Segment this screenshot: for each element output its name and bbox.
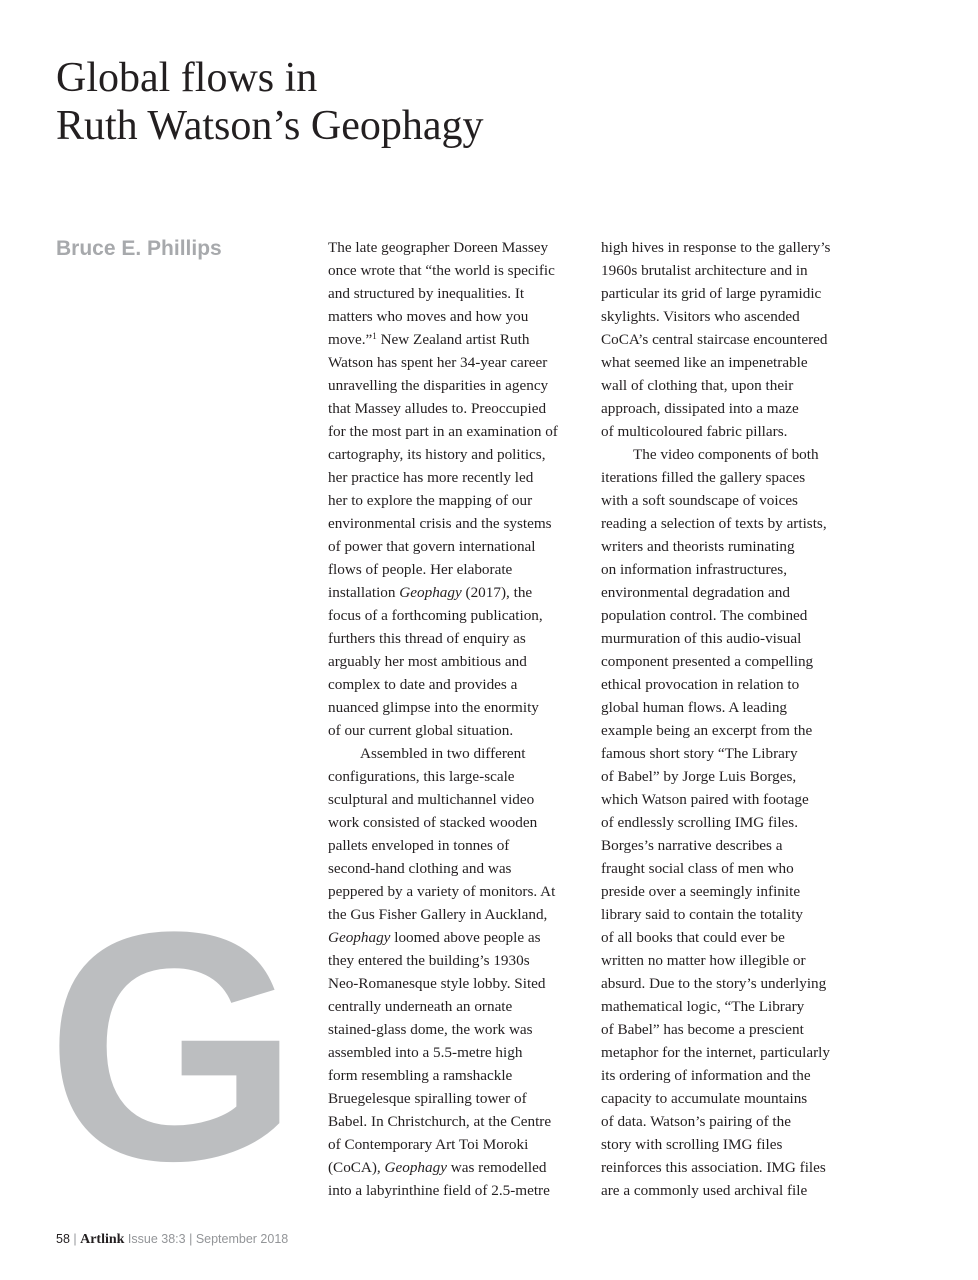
text-line: of data. Watson’s pairing of the: [601, 1113, 791, 1130]
text-line: matters who moves and how you: [328, 308, 529, 325]
text-line: component presented a compelling: [601, 653, 814, 670]
text-line: work consisted of stacked wooden: [328, 814, 538, 831]
text-run: was remodelled: [446, 1159, 547, 1176]
text-line: complex to date and provides a: [328, 676, 518, 693]
text-line: centrally underneath an ornate: [328, 998, 513, 1015]
page-number: 58: [56, 1232, 70, 1246]
title-line-1: Global flows in: [56, 55, 318, 101]
text-line: for the most part in an examination of: [328, 423, 558, 440]
paragraph: [328, 236, 590, 742]
text-line: peppered by a variety of monitors. At: [328, 883, 556, 900]
paragraph: [328, 742, 590, 1202]
text-line: of Babel” by Jorge Luis Borges,: [601, 768, 797, 785]
artwork-title: Geophagy: [384, 1159, 447, 1176]
text-line: example being an excerpt from the: [601, 722, 813, 739]
text-run: move.”: [328, 331, 373, 348]
title-line-2: Ruth Watson’s Geophagy: [56, 103, 484, 149]
text-line: murmuration of this audio-visual: [601, 630, 802, 647]
text-line: Babel. In Christchurch, at the Centre: [328, 1113, 552, 1130]
magazine-name: Artlink: [80, 1232, 125, 1247]
text-line: configurations, this large-scale: [328, 768, 515, 785]
text-run: (2017), the: [461, 584, 533, 601]
text-line: of Babel” has become a prescient: [601, 1021, 804, 1038]
text-line: environmental degradation and: [601, 584, 790, 601]
text-line: [328, 1156, 590, 1179]
page-footer: [56, 1231, 288, 1248]
text-line: of endlessly scrolling IMG files.: [601, 814, 798, 831]
text-line: of power that govern international: [328, 538, 536, 555]
text-line: fraught social class of men who: [601, 860, 794, 877]
text-line: metaphor for the internet, particularly: [601, 1044, 830, 1061]
article-title: [56, 54, 484, 150]
text-line: her practice has more recently led: [328, 469, 534, 486]
text-line: assembled into a 5.5-metre high: [328, 1044, 523, 1061]
text-line: Bruegelesque spiralling tower of: [328, 1090, 527, 1107]
text-run: loomed above people as: [390, 929, 541, 946]
text-line: of our current global situation.: [328, 722, 514, 739]
text-line: ethical provocation in relation to: [601, 676, 800, 693]
text-line: library said to contain the totality: [601, 906, 804, 923]
text-line: [328, 328, 590, 351]
issue-number: Issue 38:3: [124, 1232, 186, 1246]
text-line: pallets enveloped in tonnes of: [328, 837, 510, 854]
text-line: and structured by inequalities. It: [328, 285, 525, 302]
text-line: famous short story “The Library: [601, 745, 798, 762]
text-line: nuanced glimpse into the enormity: [328, 699, 539, 716]
text-line: sculptural and multichannel video: [328, 791, 535, 808]
text-line: once wrote that “the world is specific: [328, 262, 555, 279]
text-run: (CoCA),: [328, 1159, 385, 1176]
text-line: mathematical logic, “The Library: [601, 998, 805, 1015]
text-line: its ordering of information and the: [601, 1067, 811, 1084]
text-line: CoCA’s central staircase encountered: [601, 331, 828, 348]
text-line: that Massey alludes to. Preoccupied: [328, 400, 547, 417]
text-line: cartography, its history and politics,: [328, 446, 546, 463]
text-line: population control. The combined: [601, 607, 808, 624]
text-line: form resembling a ramshackle: [328, 1067, 513, 1084]
text-line: Neo-Romanesque style lobby. Sited: [328, 975, 546, 992]
text-line: of Contemporary Art Toi Moroki: [328, 1136, 529, 1153]
paragraph: [601, 236, 863, 443]
text-line: Assembled in two different: [360, 745, 526, 762]
text-run: installation: [328, 584, 400, 601]
text-line: high hives in response to the gallery’s: [601, 239, 831, 256]
body-column-2: [601, 236, 863, 1202]
text-line: into a labyrinthine field of 2.5-metre: [328, 1182, 550, 1199]
footer-separator: |: [185, 1232, 196, 1246]
text-line: [328, 581, 590, 604]
text-line: flows of people. Her elaborate: [328, 561, 513, 578]
text-line: wall of clothing that, upon their: [601, 377, 794, 394]
text-line: reading a selection of texts by artists,: [601, 515, 827, 532]
text-line: with a soft soundscape of voices: [601, 492, 798, 509]
text-line: reinforces this association. IMG files: [601, 1159, 826, 1176]
drop-cap-letter: G: [46, 865, 294, 1229]
text-line: of all books that could ever be: [601, 929, 785, 946]
text-line: absurd. Due to the story’s underlying: [601, 975, 827, 992]
issue-date: September 2018: [195, 1232, 289, 1246]
text-line: The late geographer Doreen Massey: [328, 239, 549, 256]
text-run: New Zealand artist Ruth: [376, 331, 530, 348]
text-line: the Gus Fisher Gallery in Auckland,: [328, 906, 548, 923]
text-line: [328, 926, 590, 949]
artwork-title: Geophagy: [399, 584, 462, 601]
text-line: stained-glass dome, the work was: [328, 1021, 533, 1038]
text-line: global human flows. A leading: [601, 699, 788, 716]
text-line: her to explore the mapping of our: [328, 492, 533, 509]
text-line: of multicoloured fabric pillars.: [601, 423, 788, 440]
text-line: are a commonly used archival file: [601, 1182, 808, 1199]
text-line: story with scrolling IMG files: [601, 1136, 783, 1153]
paragraph: [601, 443, 863, 1202]
text-line: particular its grid of large pyramidic: [601, 285, 822, 302]
artwork-title: Geophagy: [328, 929, 391, 946]
text-line: what seemed like an impenetrable: [601, 354, 808, 371]
text-line: approach, dissipated into a maze: [601, 400, 799, 417]
text-line: preside over a seemingly infinite: [601, 883, 801, 900]
text-line: they entered the building’s 1930s: [328, 952, 530, 969]
text-line: focus of a forthcoming publication,: [328, 607, 543, 624]
text-line: Borges’s narrative describes a: [601, 837, 783, 854]
text-line: unravelling the disparities in agency: [328, 377, 549, 394]
footer-separator: |: [69, 1232, 81, 1246]
text-line: writers and theorists ruminating: [601, 538, 795, 555]
footnote-marker: 1: [372, 331, 377, 341]
text-line: second-hand clothing and was: [328, 860, 512, 877]
text-line: The video components of both: [633, 446, 819, 463]
text-line: which Watson paired with footage: [601, 791, 809, 808]
text-line: environmental crisis and the systems: [328, 515, 552, 532]
text-line: arguably her most ambitious and: [328, 653, 527, 670]
text-line: capacity to accumulate mountains: [601, 1090, 808, 1107]
text-line: furthers this thread of enquiry as: [328, 630, 526, 647]
text-line: 1960s brutalist architecture and in: [601, 262, 808, 279]
text-line: Watson has spent her 34-year career: [328, 354, 548, 371]
text-line: iterations filled the gallery spaces: [601, 469, 806, 486]
text-line: skylights. Visitors who ascended: [601, 308, 800, 325]
text-line: written no matter how illegible or: [601, 952, 806, 969]
author-byline: Bruce E. Phillips: [56, 237, 222, 260]
text-line: on information infrastructures,: [601, 561, 787, 578]
body-column-1: [328, 236, 590, 1202]
